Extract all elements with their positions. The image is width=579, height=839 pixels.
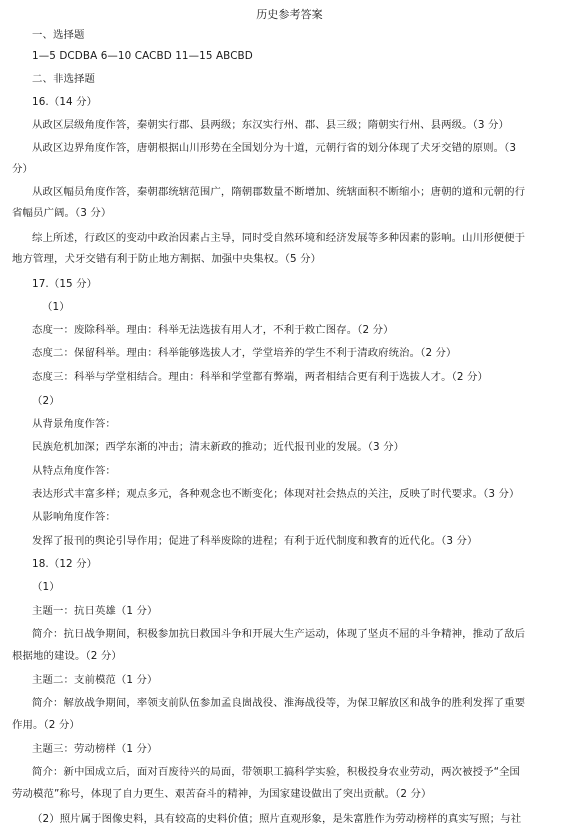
section-choice-heading: 一、选择题 — [32, 29, 85, 41]
q18-desc-2-cont: 作用。（2 分） — [12, 719, 80, 731]
q17-sub-2: （2） — [32, 395, 60, 407]
q16-para-1: 从政区层级角度作答，秦朝实行郡、县两级；东汉实行州、郡、县三级；隋朝实行州、县两级。（3 分） — [32, 119, 509, 131]
document-title: 历史参考答案 — [256, 8, 323, 21]
q16-para-3-cont: 省幅员广阔。（3 分） — [12, 207, 112, 219]
q16-para-4-cont: 地方管理，犬牙交错有利于防止地方割据、加强中央集权。（5 分） — [12, 253, 322, 265]
q17-feature-heading: 从特点角度作答： — [32, 465, 116, 477]
q17-background-heading: 从背景角度作答： — [32, 418, 116, 430]
q17-attitude-2: 态度二：保留科举。理由：科举能够选拔人才，学堂培养的学生不利于清政府统治。（2 分） — [32, 347, 457, 359]
q16-para-2-cont: 分） — [12, 163, 33, 175]
q18-heading: 18.（12 分） — [32, 558, 98, 570]
q16-heading: 16.（14 分） — [32, 96, 98, 108]
q17-impact-answer: 发挥了报刊的舆论引导作用；促进了科举废除的进程；有利于近代制度和教育的近代化。（3 分） — [32, 535, 478, 547]
q18-sub-1: （1） — [32, 581, 60, 593]
choice-answers: 1—5 DCDBA 6—10 CACBD 11—15 ABCBD — [32, 50, 253, 62]
q18-desc-2: 简介：解放战争期间，率领支前队伍参加孟良崮战役、淮海战役等，为保卫解放区和战争的胜利发挥了重要 — [32, 697, 526, 709]
q18-sub-2: （2）照片属于图像史料，具有较高的史料价值；照片直观形象，是朱富胜作为劳动榜样的真实写照；与社 — [32, 813, 522, 825]
q17-feature-answer: 表达形式丰富多样；观点多元，各种观念也不断变化；体现对社会热点的关注，反映了时代要求。（3 分） — [32, 488, 520, 500]
q17-sub-1: （1） — [42, 301, 70, 313]
q18-theme-3: 主题三：劳动榜样（1 分） — [32, 743, 158, 755]
q18-theme-1: 主题一：抗日英雄（1 分） — [32, 605, 158, 617]
q17-heading: 17.（15 分） — [32, 278, 98, 290]
section-nonchoice-heading: 二、非选择题 — [32, 73, 95, 85]
q16-para-2: 从政区边界角度作答，唐朝根据山川形势在全国划分为十道，元朝行省的划分体现了犬牙交错的原则。（3 — [32, 142, 517, 154]
q18-desc-1-cont: 根据地的建设。（2 分） — [12, 650, 122, 662]
q16-para-4: 综上所述，行政区的变动中政治因素占主导，同时受自然环境和经济发展等多种因素的影响。山川形便便于 — [32, 232, 526, 244]
q18-theme-2: 主题二：支前模范（1 分） — [32, 674, 158, 686]
q16-para-3: 从政区幅员角度作答，秦朝郡统辖范围广，隋朝郡数量不断增加、统辖面积不断缩小；唐朝的道和元朝的行 — [32, 186, 526, 198]
q18-desc-3: 简介：新中国成立后，面对百废待兴的局面，带领职工搞科学实验，积极投身农业劳动，两次被授予“全国 — [32, 766, 521, 778]
q17-background-answer: 民族危机加深；西学东渐的冲击；清末新政的推动；近代报刊业的发展。（3 分） — [32, 441, 405, 453]
q17-attitude-3: 态度三：科举与学堂相结合。理由：科举和学堂都有弊端，两者相结合更有利于选拔人才。（2 分） — [32, 371, 489, 383]
q17-impact-heading: 从影响角度作答： — [32, 511, 116, 523]
q18-desc-1: 简介：抗日战争期间，积极参加抗日救国斗争和开展大生产运动，体现了坚贞不屈的斗争精神，推动了敌后 — [32, 628, 526, 640]
q17-attitude-1: 态度一：废除科举。理由：科举无法选拔有用人才，不利于救亡图存。（2 分） — [32, 324, 394, 336]
q18-desc-3-cont: 劳动模范”称号，体现了自力更生、艰苦奋斗的精神，为国家建设做出了突出贡献。（2 分） — [12, 788, 432, 800]
